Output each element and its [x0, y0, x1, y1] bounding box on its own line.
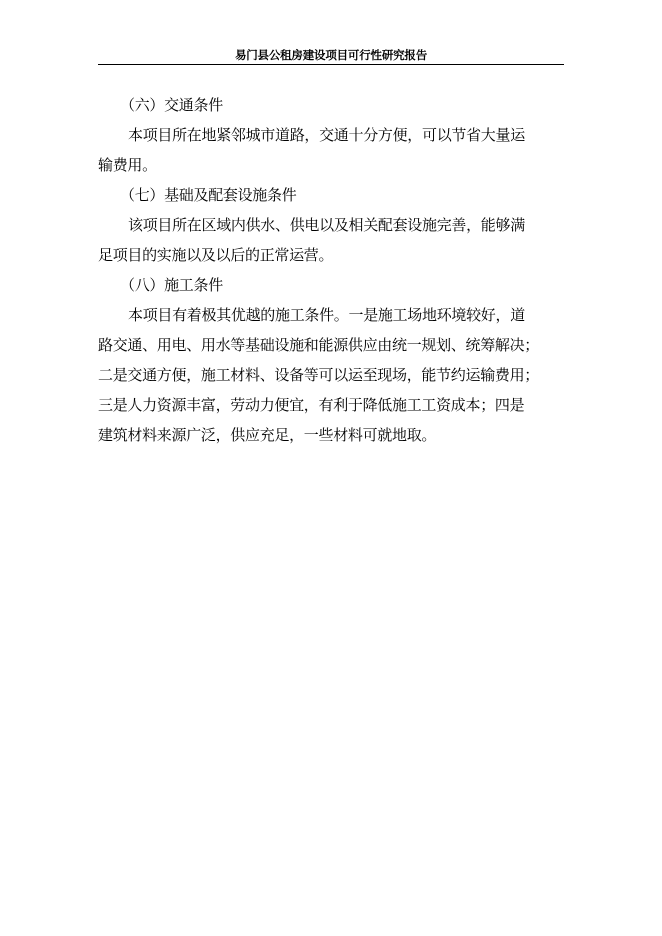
paragraph-line: 二是交通方便，施工材料、设备等可以运至现场，能节约运输费用； — [98, 366, 540, 384]
paragraph-line: 输费用。 — [98, 156, 157, 174]
page-header-title: 易门县公租房建设项目可行性研究报告 — [234, 48, 428, 62]
section-heading: （八）施工条件 — [120, 276, 223, 294]
section-construction — [98, 270, 554, 450]
paragraph-line: 本项目有着极其优越的施工条件。一是施工场地环境较好，道 — [128, 306, 525, 324]
paragraph-line: 三是人力资源丰富，劳动力便宜，有利于降低施工工资成本；四是 — [98, 396, 525, 414]
section-heading: （六）交通条件 — [120, 96, 223, 114]
section-infrastructure — [98, 180, 554, 270]
paragraph-line: 该项目所在区域内供水、供电以及相关配套设施完善，能够满 — [128, 216, 525, 234]
paragraph-line: 建筑材料来源广泛，供应充足，一些材料可就地取。 — [98, 426, 437, 444]
paragraph-line: 路交通、用电、用水等基础设施和能源供应由统一规划、统筹解决； — [98, 336, 540, 354]
paragraph-line: 足项目的实施以及以后的正常运营。 — [98, 246, 334, 264]
section-transport — [98, 90, 554, 180]
document-body — [98, 90, 554, 450]
paragraph-line: 本项目所在地紧邻城市道路，交通十分方便，可以节省大量运 — [128, 126, 525, 144]
section-heading: （七）基础及配套设施条件 — [120, 186, 297, 204]
page-header — [98, 44, 564, 65]
